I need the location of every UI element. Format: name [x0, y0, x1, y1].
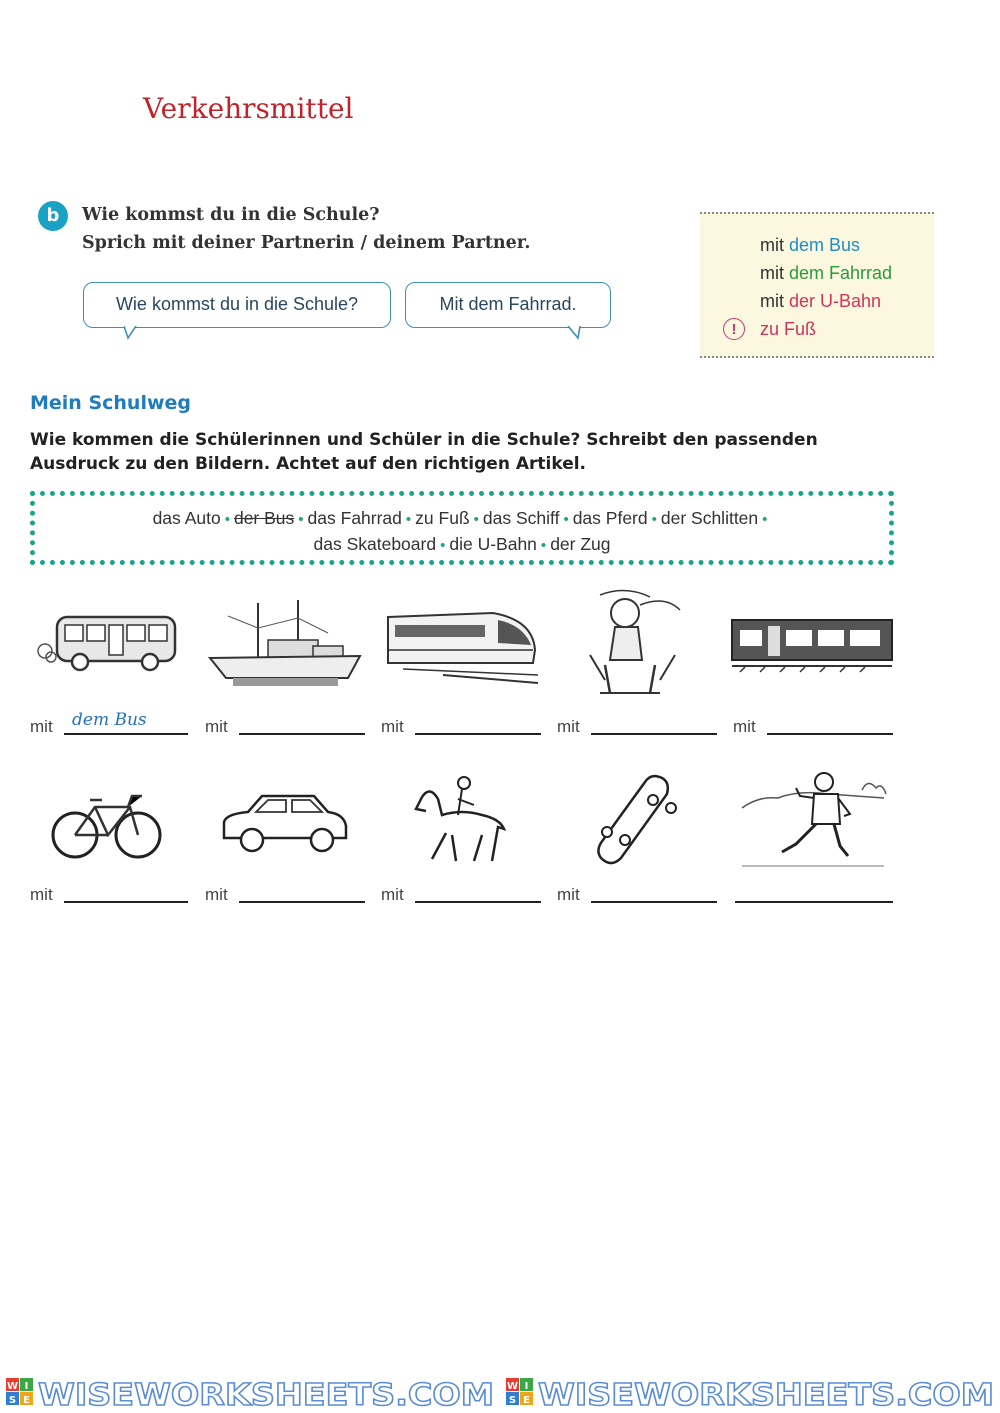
answer-line-8[interactable]: [415, 901, 541, 903]
separator: •: [563, 511, 569, 528]
answer-line-5[interactable]: [767, 733, 893, 735]
separator: •: [224, 511, 230, 528]
phrase-box: [700, 212, 934, 358]
mit-label: mit: [205, 717, 228, 736]
bubble-answer-text: Mit dem Fahrrad.: [439, 294, 577, 314]
mit-label: mit: [30, 885, 53, 904]
phrase-row: [760, 235, 860, 256]
page-title: Verkehrsmittel: [143, 92, 354, 125]
separator: •: [651, 511, 657, 528]
word: die U-Bahn: [449, 534, 537, 554]
phrase-prefix: mit: [760, 235, 784, 255]
mit-label: mit: [733, 717, 756, 736]
logo-tile-letter: W: [6, 1381, 19, 1392]
phrase-prefix: mit: [760, 263, 784, 283]
word-bank-line-2: [35, 532, 889, 558]
brand-text: WISEWORKSHEETS.COM: [38, 1378, 494, 1413]
separator: •: [440, 537, 446, 554]
brand-logo-icon: [6, 1378, 33, 1406]
phrase-noun: dem Bus: [789, 235, 861, 255]
word: zu Fuß: [415, 508, 470, 528]
train-icon: [383, 605, 538, 690]
word: das Skateboard: [313, 534, 437, 554]
answer-line-2[interactable]: [239, 733, 365, 735]
bus-icon: [35, 605, 185, 675]
task-marker: b: [38, 201, 68, 231]
ship-icon: [208, 598, 363, 690]
separator: •: [762, 511, 768, 528]
bubble-question-text: Wie kommst du in die Schule?: [115, 294, 359, 314]
horse-icon: [412, 775, 512, 867]
example-answer: dem Bus: [72, 710, 147, 730]
brand-text: WISEWORKSHEETS.COM: [538, 1378, 994, 1413]
subway-icon: [730, 612, 895, 674]
logo-tile-letter: E: [523, 1395, 530, 1406]
separator: •: [540, 537, 547, 554]
phrase-row: [760, 291, 881, 312]
speech-bubble-answer: [405, 282, 611, 328]
walking-icon: [738, 768, 888, 872]
word: das Pferd: [572, 508, 648, 528]
bubble-tail-icon: [566, 326, 582, 340]
instruction-line-2: Ausdruck zu den Bildern. Achtet auf den richtigen Artikel.: [30, 454, 587, 474]
logo-tile-letter: I: [24, 1381, 29, 1392]
sled-icon: [580, 585, 690, 700]
word-crossed: der Bus: [233, 508, 295, 528]
logo-tile-letter: I: [524, 1381, 529, 1392]
speech-bubble-question: [83, 282, 391, 328]
task-line-1: Wie kommst du in die Schule?: [82, 205, 380, 225]
answer-line-3[interactable]: [415, 733, 541, 735]
section-title: Mein Schulweg: [30, 392, 191, 414]
answer-line-10[interactable]: [735, 901, 893, 903]
mit-label: mit: [30, 717, 53, 736]
answer-line-7[interactable]: [239, 901, 365, 903]
answer-line-9[interactable]: [591, 901, 717, 903]
bubble-tail-icon: [124, 326, 140, 340]
mit-label: mit: [557, 717, 580, 736]
word: der Schlitten: [660, 508, 759, 528]
mit-label: mit: [381, 885, 404, 904]
car-icon: [218, 792, 350, 858]
answer-line-6[interactable]: [64, 901, 188, 903]
footer-watermark: [0, 1372, 1000, 1413]
bicycle-icon: [50, 792, 165, 862]
word-bank: [30, 491, 894, 565]
word-bank-line-1: [35, 506, 889, 532]
separator: •: [473, 511, 479, 528]
phrase-special: zu Fuß: [760, 319, 817, 339]
mit-label: mit: [557, 885, 580, 904]
separator: •: [405, 511, 412, 528]
phrase-prefix: mit: [760, 291, 784, 311]
answer-line-4[interactable]: [591, 733, 717, 735]
word: das Schiff: [482, 508, 560, 528]
word: das Auto: [152, 508, 221, 528]
skateboard-icon: [595, 770, 680, 868]
phrase-noun: der U-Bahn: [789, 291, 882, 311]
logo-tile-letter: S: [8, 1395, 17, 1406]
instruction-line-1: Wie kommen die Schülerinnen und Schüler in die Schule? Schreibt den passenden: [30, 430, 818, 450]
logo-tile-letter: S: [508, 1395, 517, 1406]
brand-logo-icon: [506, 1378, 533, 1406]
phrase-row: [760, 263, 892, 284]
exclamation-icon: !: [723, 318, 745, 340]
word: das Fahrrad: [307, 508, 402, 528]
word: der Zug: [550, 534, 611, 554]
answer-line-1[interactable]: [64, 733, 188, 735]
mit-label: mit: [381, 717, 404, 736]
task-line-2: Sprich mit deiner Partnerin / deinem Partner.: [82, 233, 531, 253]
phrase-noun: dem Fahrrad: [789, 263, 893, 283]
separator: •: [298, 511, 304, 528]
logo-tile-letter: E: [23, 1395, 30, 1406]
logo-tile-letter: W: [506, 1381, 519, 1392]
mit-label: mit: [205, 885, 228, 904]
